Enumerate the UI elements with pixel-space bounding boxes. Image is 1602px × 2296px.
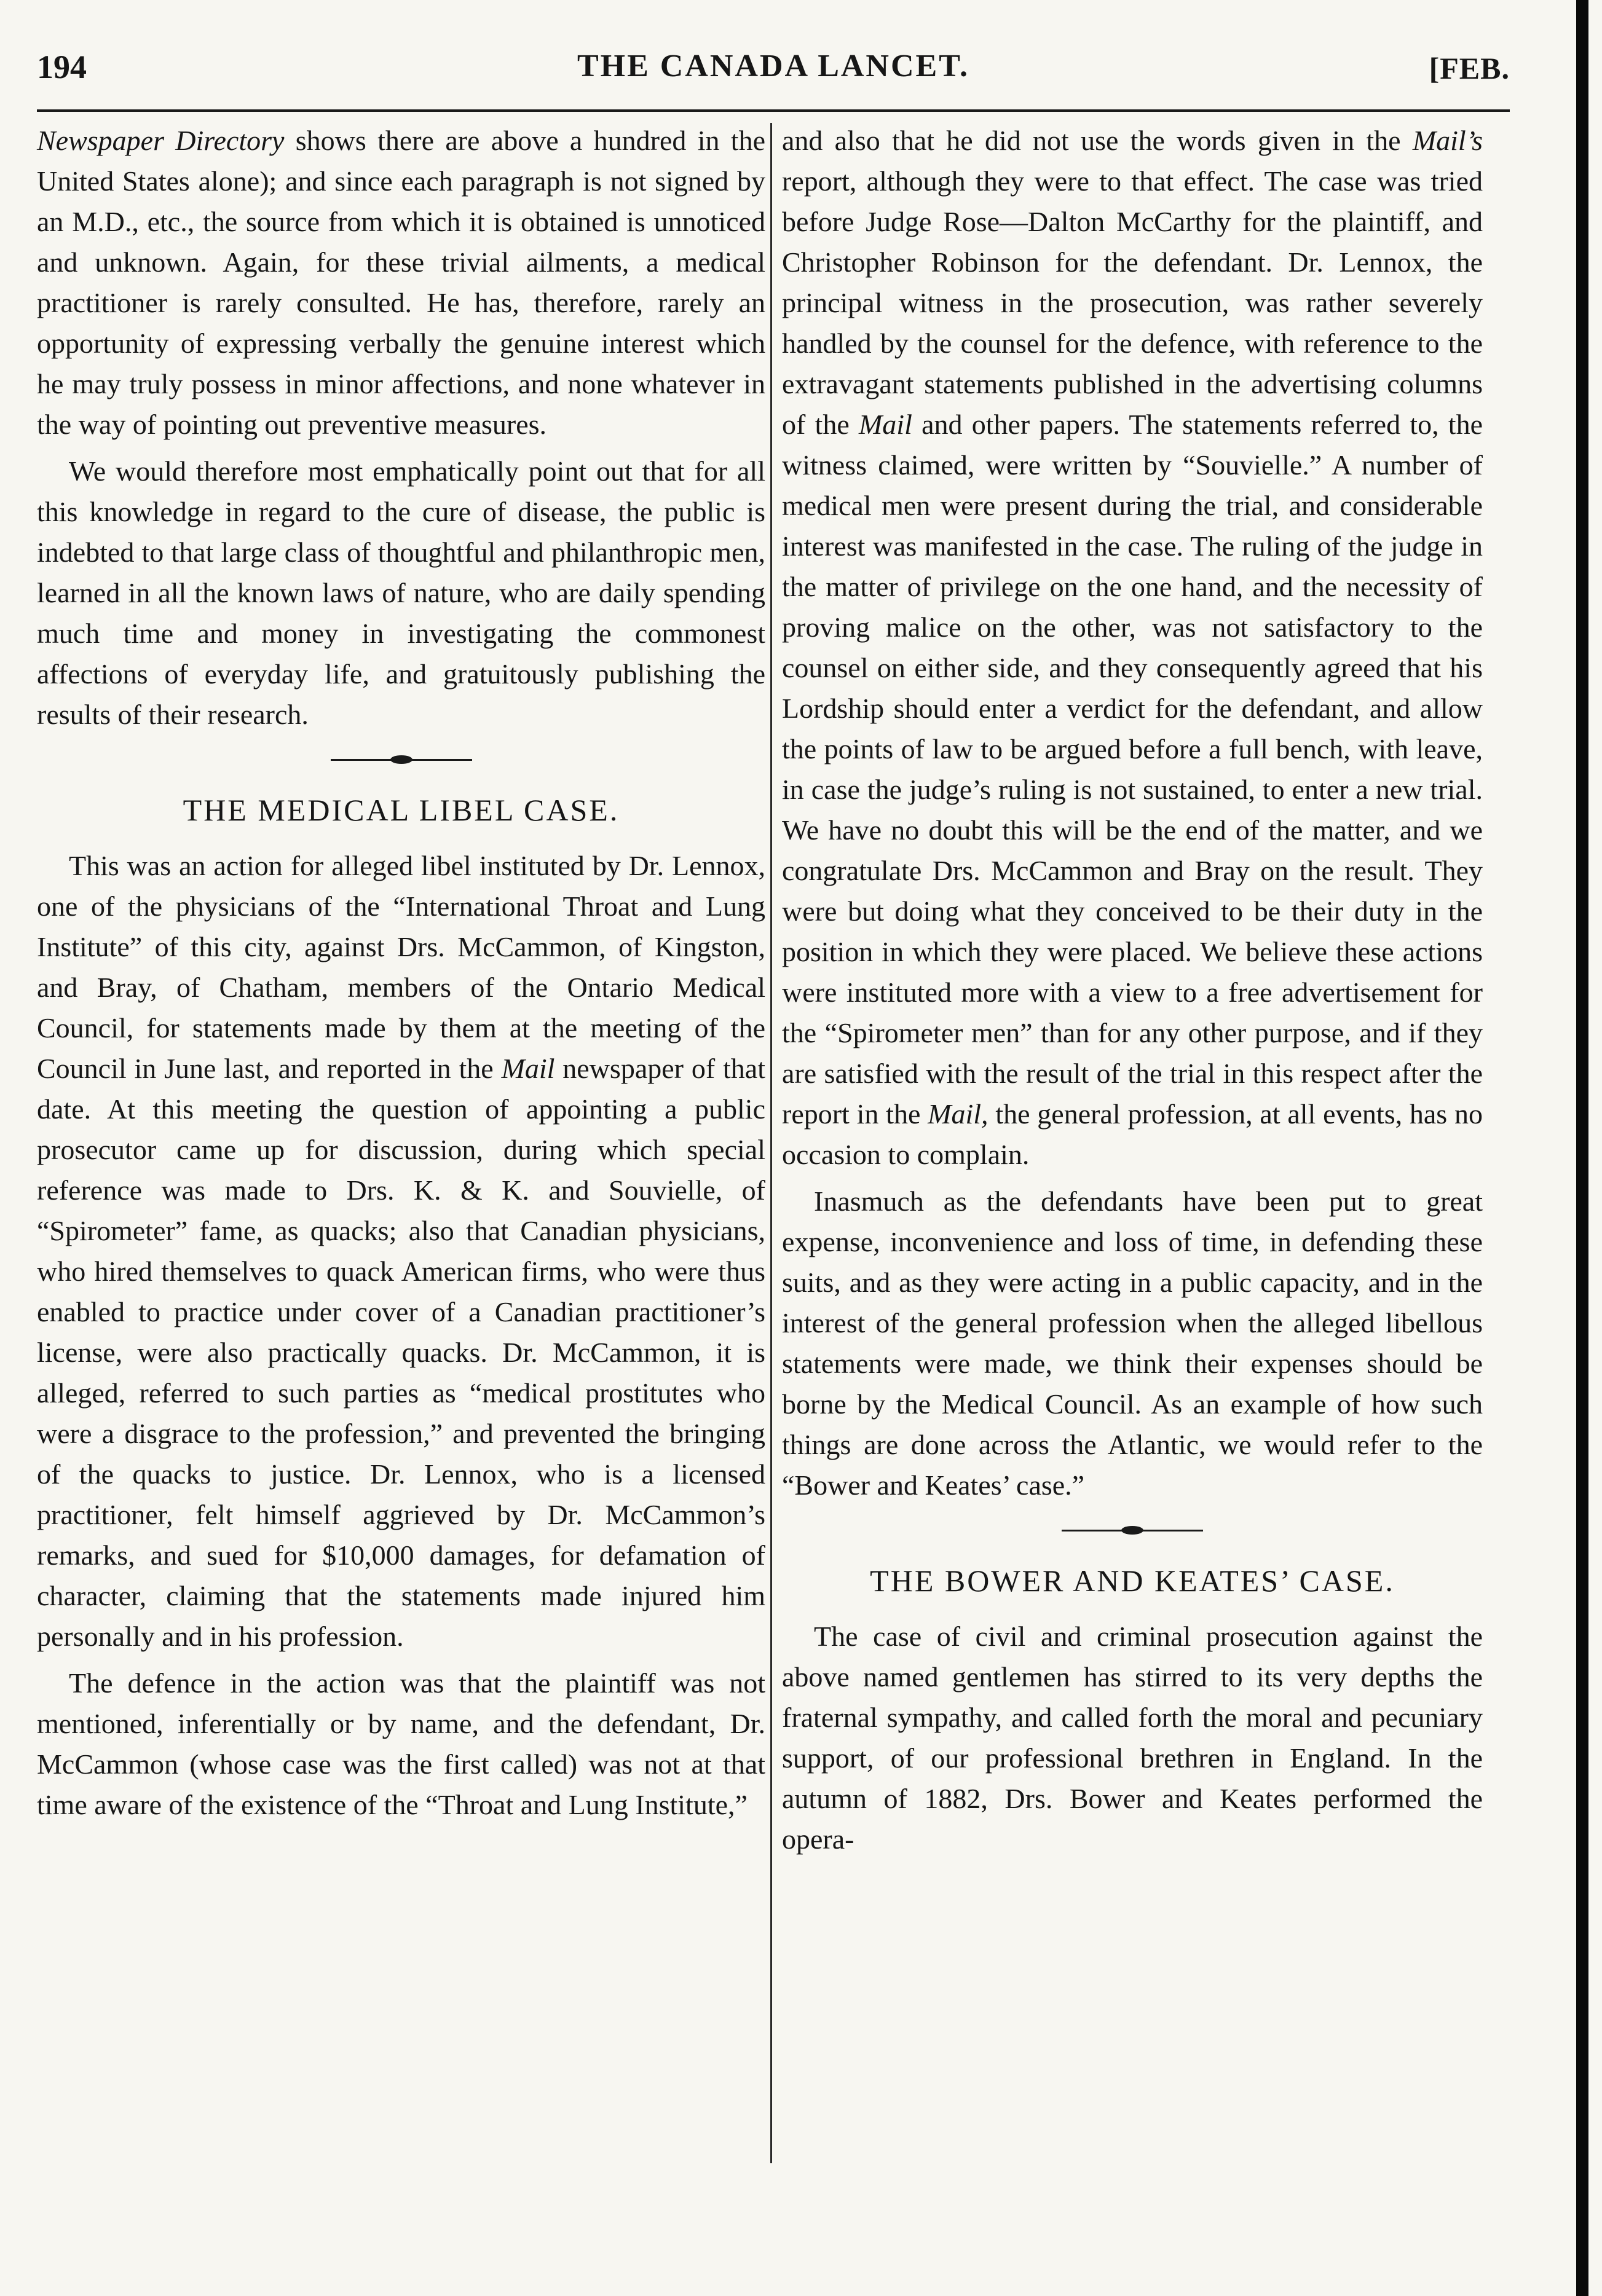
paragraph: and also that he did not use the words given in the Mail’s report, although they were to that effect. The case was tried before Judge Rose—Dalton McCarthy for the plaintiff, and Christopher Robinson for the defendant. Dr. Lennox, the principal witness in the prosecution, was rather severely handled by the counsel for the defence, with reference to the extravagant statements published in the advertising columns of the Mail and other papers. The statements referred to, the witness claimed, were written by “Souvielle.” A number of medical men were present during the trial, and considerable interest was manifested in the case. The ruling of the judge in the matter of privilege on the one hand, and the necessity of proving malice on the other, was not satisfactory to the counsel on either side, and they consequently agreed that his Lordship should enter a verdict for the defendant, and allow the points of law to be argued before a full bench, with leave, in case the judge’s ruling is not sustained, to enter a new trial. We have no doubt this will be the end of the matter, and we congratulate Drs. McCammon and Bray on the result. They were but doing what they conceived to be their duty in the position in which they were placed. We believe these actions were instituted more with a view to a free advertisement for the “Spirometer men” than for any other purpose, and if they are satisfied with the result of the trial in this respect after the report in the Mail, the general profession, at all events, has no occasion to complain. — [782, 125, 1483, 1170]
running-header — [37, 48, 1510, 103]
paragraph: Inasmuch as the defendants have been put to great expense, inconvenience and loss of time, in defending these suits, and as they were acting in a public capacity, and in the interest of the general profession when the alleged libellous statements were made, we think their expenses should be borne by the Medical Council. As an example of how such things are done across the Atlantic, we would refer to the “Bower and Keates’ case.” — [782, 1185, 1483, 1501]
column-divider — [770, 123, 772, 2163]
journal-title: THE CANADA LANCET. — [577, 49, 970, 84]
section-heading: THE MEDICAL LIBEL CASE. — [183, 793, 620, 827]
paragraph: We would therefore most emphatically point out that for all this knowledge in regard to the cure of disease, the public is indebted to that large class of thoughtful and philanthropic men, learned in all the known laws of nature, who are daily spending much time and money in investigating the commonest affections of everyday life, and gratuitously publishing the results of their research. — [37, 455, 765, 730]
section-divider — [331, 752, 472, 767]
page-number: 194 — [37, 49, 87, 85]
paragraph: This was an action for alleged libel instituted by Dr. Lennox, one of the physicians of the “International Throat and Lung Institute” of this city, against Drs. McCammon, of Kingston, and Bray, of Chatham, members of the Ontario Medical Council, for statements made by them at the meeting of the Council in June last, and reported in the Mail newspaper of that date. At this meeting the question of appointing a public prosecutor came up for discussion, during which special reference was made to Drs. K. & K. and Souvielle, of “Spirometer” fame, as quacks; also that Canadian physicians, who hired themselves to quack American firms, who were thus enabled to practice under cover of a Canadian practitioner’s license, were also practically quacks. Dr. McCammon, it is alleged, referred to such parties as “medical prostitutes who were a disgrace to the profession,” and prevented the bringing of the quacks to justice. Dr. Lennox, who is a licensed practitioner, felt himself aggrieved by Dr. McCammon’s remarks, and sued for $10,000 damages, for defamation of character, claiming that the statements made injured him personally and in his profession. — [37, 850, 765, 1652]
header-rule — [37, 109, 1510, 112]
paragraph: The defence in the action was that the plaintiff was not mentioned, inferentially or by name, and the defendant, Dr. McCammon (whose case was the first called) was not at that time aware of the existence of the “Throat and Lung Institute,” — [37, 1667, 765, 1820]
paragraph: The case of civil and criminal prosecution against the above named gentlemen has stirred to its very depths the fraternal sympathy, and called forth the moral and pecuniary support, of our professional brethren in England. In the autumn of 1882, Drs. Bower and Keates performed the opera- — [782, 1621, 1483, 1855]
section-divider — [1062, 1523, 1203, 1538]
left-column — [37, 120, 765, 1831]
issue-month: [FEB. — [1429, 51, 1510, 85]
paragraph: Newspaper Directory shows there are above a hundred in the United States alone); and since each paragraph is not signed by an M.D., etc., the source from which it is obtained is unnoticed and unknown. Again, for these trivial ailments, a medical practitioner is rarely consulted. He has, therefore, rarely an opportunity of expressing verbally the genuine interest which he may truly possess in minor affections, and none whatever in the way of pointing out preventive measures. — [37, 125, 765, 440]
right-column — [782, 120, 1483, 1866]
page-edge-shadow — [1576, 0, 1588, 2296]
section-heading: THE BOWER AND KEATES’ CASE. — [870, 1563, 1395, 1598]
